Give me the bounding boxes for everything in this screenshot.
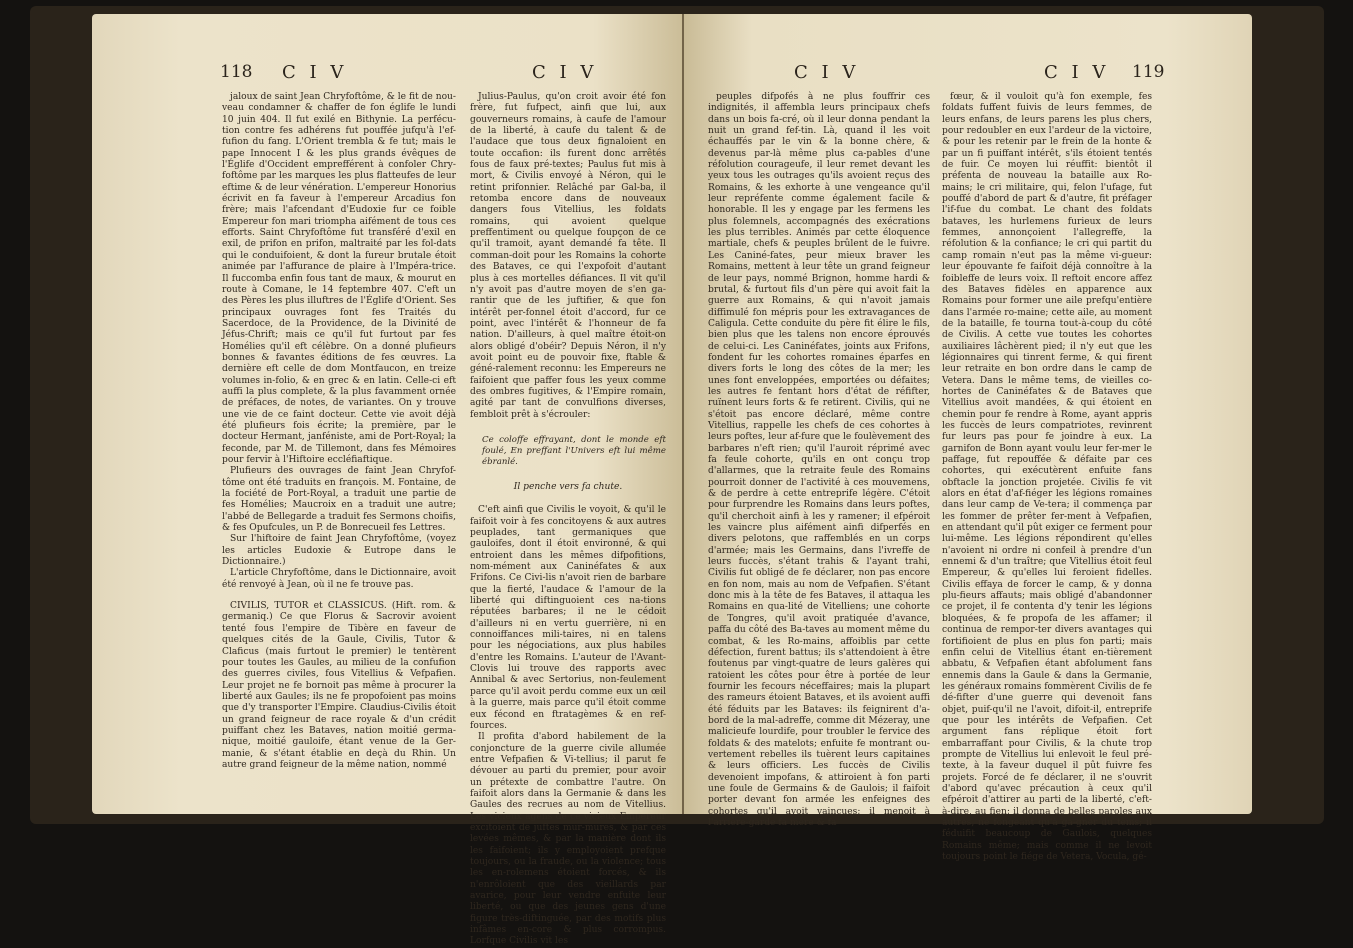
running-header: C I V [794,62,860,83]
running-header: C I V [1044,62,1110,83]
text-column-2 [942,92,1152,863]
left-page [92,14,682,947]
right-page [684,14,1252,863]
paragraph: Sur l'hiftoire de faint Jean Chryfoftôme, (voyez les articles Eudoxie & Eutrope dans le Dictionnaire.) [222,534,456,568]
paragraph: L'article Chryfoftôme, dans le Dictionnaire, avoit été renvoyé à Jean, où il ne fe trouve pas. [222,568,456,590]
paragraph: fœur, & il vouloit qu'à fon exemple, fes foldats fuffent fuivis de leurs femmes, de leurs enfans, de leurs parens les plus chers, pour redoubler en eux l'ardeur de la victoire, & pour les retenir par le frein de la honte & par un fi puiffant intérêt, s'ils étoient tentés de fuir. Ce moyen lui réuffit: bientôt il préfenta de nouveau la bataille aux Ro-mains; le cri militaire, qui, felon l'ufage, fut pouffé d'abord de part & d'autre, fit préfager l'if-fue du combat. Le chant des foldats bataves, les hurlemens furieux de leurs femmes, annonçoient l'allegreffe, la réfolution & la confiance; le cri qui partit du camp romain n'eut pas la même vi-gueur: leur épouvante fe faifoit déjà connoître à la foibleffe de leurs voix. Il reftoit encore affez des Bataves fidèles en apparence aux Romains pour former une aile prefqu'entière dans l'armée ro-maine; cette aile, au moment de la bataille, fe tourna tout-à-coup du côté de Civilis. A cette vue toutes les cohortes auxiliaires lâchèrent pied; il n'y eut que les légionnaires qui tinrent ferme, & qui firent leur retraite en bon ordre dans le camp de Vetera. Dans le même tems, de vieilles co-hortes de Caninéfates & de Bataves que Vitellius avoit mandées, & qui étoient en chemin pour fe rendre à Rome, ayant appris les fuccès de leurs compatriotes, revinrent fur leurs pas pour fe joindre à eux. La garnifon de Bonn ayant voulu leur fer-mer le paffage, fut repouffée & défaite par ces cohortes, qui exécutèrent enfuite fans obftacle la jonction projetée. Civilis fe vit alors en état d'af-fiéger les légions romaines dans leur camp de Ve-tera; il commença par les fommer de prêter fer-ment à Vefpafien, en attendant qu'il pût exiger ce ferment pour lui-même. Les légions répondirent qu'elles n'avoient ni ordre ni confeil à prendre d'un ennemi & d'un traître; que Vitellius étoit feul Empereur, & qu'elles lui feroient fidelles. Civilis effaya de forcer le camp, & y donna plu-fieurs affauts; mais obligé d'abandonner ce projet, il fe contenta d'y tenir les légions bloquées, & fe propofa de les affamer; il continua de rempor-ter divers avantages qui fortifioient de plus en plus fon parti; mais enfin celui de Vitellius étant en-tièrement abbatu, & Vefpafien étant abfolument fans ennemis dans la Gaule & dans la Germanie, les généraux romains fommèrent Civilis de fe dé-fifter d'une guerre qui devenoit fans objet, puif-qu'il ne l'avoit, difoit-il, entreprife que pour les intérêts de Vefpafien. Cet argument fans réplique étoit fort embarraffant pour Civilis, & la chute trop prompte de Vitellius lui enlevoit le feul pré-texte, à la faveur duquel il pût fuivre fes projets. Forcé de fe déclarer, il ne s'ouvrit d'abord qu'avec précaution à ceux qu'il efpéroit d'attirer au parti de la liberté, c'eft-à-dire, au fien; il donna de belles paroles aux autres, ne fongeant qu'à ga-gner du tems; il féduifit beaucoup de Gaulois, quelques Romains même; mais comme il ne levoit toujours point le fiége de Vetera, Vocula, gé- [942,92,1152,863]
running-header: C I V [532,62,598,83]
verse-quote: Ce coloffe effrayant, dont le monde eft foulé, En preffant l'Univers eft lui même ébranlé. [482,434,666,467]
article-civilis: CIVILIS, TUTOR et CLASSICUS. (Hift. rom. & germaniq.) Ce que Florus & Sacrovir avoient tenté fous l'empire de Tibère en faveur de quelques cités de la Gaule, Civilis, Tutor & Claficus (mais furtout le premier) le tentèrent pour toutes les Gaules, au milieu de la confufion des guerres civiles, fous Vitellius & Vefpafien. Leur projet ne fe bornoit pas même à procurer la liberté aux Gaules; ils ne fe propofoient pas moins que d'y transporter l'Empire. Claudius-Civilis étoit un grand feigneur de race royale & d'un crédit puiffant chez les Bataves, nation moitié germa-nique, moitié gauloife, étant venue de la Ger-manie, & s'étant établie en deçà du Rhin. Un autre grand feigneur de la même nation, nommé [222,601,456,770]
paragraph: Julius-Paulus, qu'on croit avoir été fon frère, fut fufpect, ainfi que lui, aux gouverneurs romains, à caufe de l'amour de la liberté, à caufe du talent & de l'audace que tous deux fignaloient en toute occafion: ils furent donc arrêtés fous de faux pré-textes; Paulus fut mis à mort, & Civilis envoyé à Néron, qui le retint prifonnier. Relâché par Gal-ba, il retomba encore dans de nouveaux dangers fous Vitellius, les foldats romains, qui avoient quelque preffentiment ou quelque foupçon de ce qu'il tramoit, ayant demandé fa tête. Il comman-doit pour les Romains la cohorte des Bataves, ce qui l'expofoit d'autant plus à ces mortelles défiances. Il vit qu'il n'y avoit pas d'autre moyen de s'en ga-rantir que de les juftifier, & que fon intérêt per-fonnel étoit d'accord, fur ce point, avec l'intérêt & l'honneur de fa nation. D'ailleurs, à quel maître étoit-on alors obligé d'obéir? Depuis Néron, il n'y avoit point eu de pouvoir fixe, ftable & géné-ralement reconnu: les Empereurs ne faifoient que paffer fous les yeux comme des ombres fugitives, & l'Empire romain, agité par tant de convulfions diverses, fembloit prêt à s'écrouler: [470,92,666,420]
verse-quote-tail: Il penche vers fa chute. [513,481,623,492]
text-column-1 [222,92,456,792]
text-column-1 [708,92,930,828]
page-number: 118 [220,62,253,82]
paragraph: Plufieurs des ouvrages de faint Jean Chryfof-tôme ont été traduits en françois. M. Fontaine, de la fociété de Port-Royal, a traduit une partie de fes Homélies; Maucroix en a traduit une autre; l'abbé de Bellegarde a traduit fes Sermons choifis, & fes Opufcules, un P. de Bonrecueil fes Lettres. [222,466,456,534]
page-number: 119 [1132,62,1165,82]
paragraph: peuples difpofés à ne plus fouffrir ces indignités, il affembla leurs principaux chefs dans un bois fa-cré, où il leur donna pendant la nuit un grand fef-tin. Là, quand il les voit échauffés par le vin & la bonne chère, & devenus par-là même plus ca-pables d'une réfolution courageufe, il leur remet devant les yeux tous les outrages qu'ils avoient reçus des Romains, & les exhorte à une vengeance qu'il leur repréfente comme également facile & honorable. Il les y engage par les fermens les plus folemnels, accompagnés des exécrations les plus terribles. Animés par cette éloquence martiale, chefs & peuples brûlent de le fuivre. Les Caniné-fates, peur mieux braver les Romains, mettent à leur tête un grand feigneur de leur pays, nommé Brignon, homme hardi & brutal, & furtout fils d'un père qui avoit fait la guerre aux Romains, & qui n'avoit jamais diffimulé fon mépris pour les extravagances de Caligula. Cette conduite du père fit élire le fils, bien plus que les talens non encore éprouvés de celui-ci. Les Caninéfates, joints aux Frifons, fondent fur les cohortes romaines éparfes en divers forts le long des côtes de la mer; les unes font enveloppées, emportées ou défaites; les autres fe fentant hors d'état de réfifter, ruïnent leurs forts & fe retirent. Civilis, qui ne s'étoit pas encore déclaré, même contre Vitellius, rappelle les chefs de ces cohortes à leurs poftes, leur af-fure que le foulèvement des barbares n'eft rien; qu'il l'auroit réprimé avec fa feule cohorte, qu'ils en ont conçu trop d'allarmes, que la retraite feule des Romains pourroit donner de l'activité à ces mouvemens, & de perdre à cette entreprife légère. C'étoit pour furprendre les Romains dans leurs poftes, qu'il cherchoit ainfi à les y ramener; il efpéroit les vaincre plus aifément ainfi difperfés en divers pelotons, que raffemblés en un corps d'armée; mais les Germains, dans l'ivreffe de leurs fuccès, s'étant trahis & l'ayant trahi, Civilis fut obligé de fe déclarer, non pas encore en fon nom, mais au nom de Vefpafien. S'étant donc mis à la tête de fes Bataves, il attaqua les Romains en qua-lité de Vitelliens; une cohorte de Tongres, qu'il avoit pratiquée d'avance, paffa du côté des Ba-taves au moment même du combat, & les Ro-mains, affoiblis par cette défection, furent battus; ils s'attendoient à être foutenus par vingt-quatre de leurs galères qui ratoient les côtes pour être à portée de leur fournir les fecours néceffaires; mais la plupart des rameurs étoient Bataves, et ils avoient auffi été féduits par les Bataves: ils feignirent d'a-bord de la mal-adreffe, comme dit Mézeray, une malicieufe lourdife, pour troubler le fervice des foldats & des matelots; enfuite fe montrant ou-vertement rebelles ils tuèrent leurs capitaines & leurs officiers. Les fuccès de Civilis devenoient impofans, & attiroient à fon parti une foule de Germains & de Gaulois; il faifoit porter devant fon armée les enfeignes des cohortes qu'il avoit vaincues; il menoit à l'arrière-garde fa mère & fa [708,92,930,828]
running-header: C I V [282,62,348,83]
paragraph: C'eft ainfi que Civilis le voyoit, & qu'il le faifoit voir à fes concitoyens & aux autres peuplades, tant germaniques que gauloifes, dont il étoit environné, & qui entroient dans les mêmes difpofitions, nom-mément aux Caninéfates & aux Frifons. Ce Civi-lis n'avoit rien de barbare que la fierté, l'audace & l'amour de la liberté qui diftinguoient ces na-tions réputées barbares; il ne le cédoit d'ailleurs ni en vertu guerrière, ni en connoiffances mili-taires, ni en talens pour les négociations, aux plus habiles d'entre les Romains. L'auteur de l'Avant-Clovis lui trouve des rapports avec Annibal & avec Sertorius, non-feulement parce qu'il avoit perdu comme eux un œil à la guerre, mais parce qu'il étoit comme eux fécond en ftratagèmes & en ref-fources. [470,505,666,731]
paragraph: jaloux de saint Jean Chryfoftôme, & le fit de nou-veau condamner & chaffer de fon églife le lundi 10 juin 404. Il fut exilé en Bithynie. La perfécu-tion contre fes adhérens fut pouffée jufqu'à l'ef-fufion du fang. L'Orient trembla & fe tut; mais le pape Innocent I & les plus grands évêques de l'Églife d'Occident emprefférent à confoler Chry-foftôme par les marques les plus flatteufes de leur eftime & de leur vénération. L'empereur Honorius écrivit en fa faveur à l'empereur Arcadius fon frère; mais l'afcendant d'Eudoxie fur ce foible Empereur fon mari triompha aifément de tous ces efforts. Saint Chryfoftôme fut transféré d'exil en exil, de prifon en prifon, maltraité par les fol-dats qui le conduifoient, & dont la fureur brutale étoit animée par l'affurance de plaire à l'Impéra-trice. Il fuccomba enfin fous tant de maux, & mourut en route à Comane, le 14 feptembre 407. C'eft un des Pères les plus illuftres de l'Églife d'Orient. Ses principaux ouvrages font fes Traités du Sacerdoce, de la Providence, de la Divinité de Jéfus-Chrift; mais ce qu'il fut furtout par fes Homélies qu'il eft célèbre. On a donné plufieurs bonnes & favantes éditions de fes œuvres. La dernière eft celle de dom Montfaucon, en treize volumes in-folio, & en grec & en latin. Celle-ci eft auffi la plus complete, & la plus favamment ornée de préfaces, de notes, de variantes. On y trouve une vie de ce faint docteur. Cette vie avoit déjà été plufieurs fois écrite; la première, par le docteur Hermant, janféniste, ami de Port-Royal; la feconde, par M. de Tillemont, dans fes Mémoires pour fervir à l'Hiftoire eccléfiaftique. [222,92,456,465]
paragraph: Il profita d'abord habilement de la conjoncture de la guerre civile allumée entre Vefpafien & Vi-tellius; il parut fe dévouer au parti du premier, pour avoir un prétexte de combattre l'autre. On faifoit alors dans la Germanie & dans les Gaules des recrues au nom de Vitellius. Les vicieux agens de ce vicieux Empereur excitoient de juftes mur-mures, & par ces levées mêmes, & par la manière dont ils les faifoient; ils y employoient prefque toujours, ou la fraude, ou la violence; tous les en-rolemens étoient forcés, & ils n'enrôloient que des vieillards par avarice, pour leur vendre enfuite leur liberté, ou que des jeunes gens d'une figure très-diftinguée, par des motifs plus infâmes en-core & plus corrompus. Lorfque Civilis vit les [470,732,666,947]
text-column-2 [470,92,666,947]
